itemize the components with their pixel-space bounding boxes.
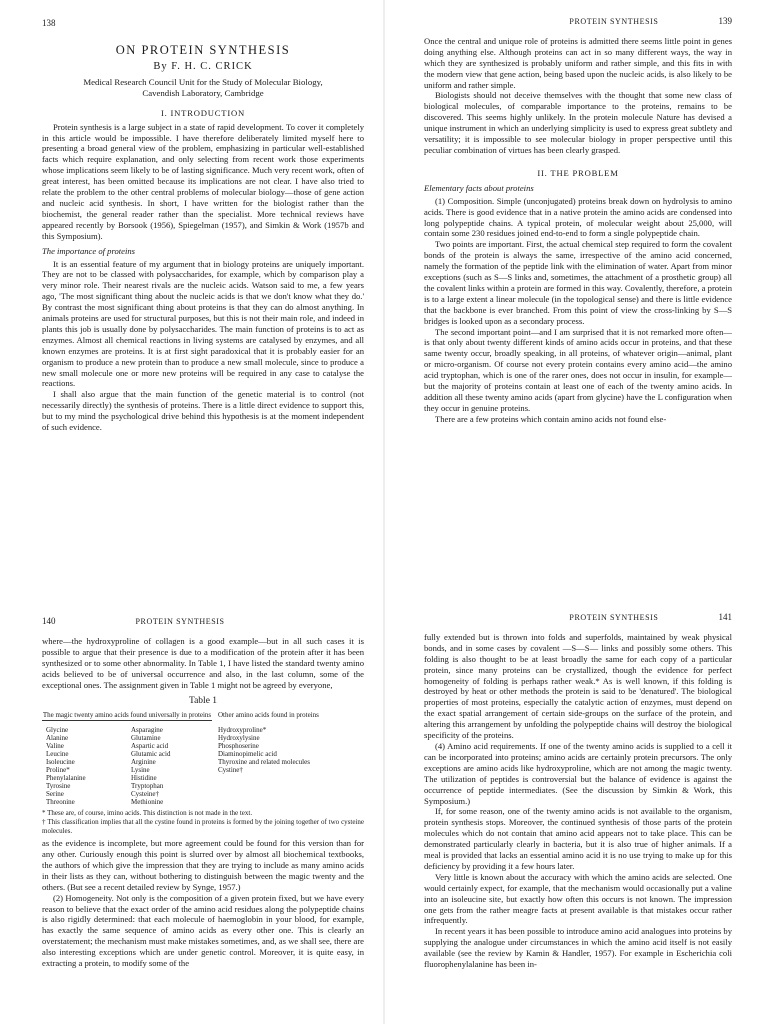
article-title: ON PROTEIN SYNTHESIS [115, 42, 291, 57]
table-header [42, 711, 364, 723]
running-head: PROTEIN SYNTHESIS [569, 17, 659, 26]
table-cell: Histidine [131, 774, 157, 783]
page-header [424, 612, 732, 624]
table-cell: Cysteine† [131, 790, 159, 799]
table-cell: Leucine [46, 750, 69, 759]
paragraph: There are a few proteins which contain amino acids not found else- [435, 413, 667, 424]
table-cell: Serine [46, 790, 64, 799]
table-cell: Cystine† [218, 766, 243, 775]
table-cell: Lysine [131, 766, 150, 775]
table-cell: Glycine [46, 726, 69, 735]
paragraph: Once the central and unique role of proteins is admitted there seems little point in genes doing anything else. Although proteins can act in so many different ways, the way in which they are synthesized is probably uniform and rather simple, and this fits in with the modern view that gene action, being based upon the nucleic acids, is also likely to be uniform and rather simple. [424, 35, 732, 90]
table-cell: Asparagine [131, 726, 163, 735]
page-number: 138 [42, 18, 56, 28]
author-line: By F. H. C. CRICK [153, 60, 253, 72]
page-141 [384, 512, 768, 1024]
table-cell: Threonine [46, 798, 75, 807]
table-cell: Alanine [46, 734, 69, 743]
paragraph: Very little is known about the accuracy with which the amino acids are selected. One would certainly expect, for example, that the mechanism would occasionally put a valine into an isoleucine site, but exactly how often this occurs is not known. The impression one gets from the rather meagre facts at present available is that mistakes occur rather infrequently. [424, 871, 732, 926]
affiliation-line: Cavendish Laboratory, Cambridge [142, 87, 264, 98]
affiliation [42, 77, 364, 99]
page-header [424, 16, 732, 28]
table-cell: Methionine [131, 798, 164, 807]
table-cell: Glutamine [131, 734, 161, 743]
table-cell: Hydroxyproline* [218, 726, 267, 735]
paragraph: fully extended but is thrown into folds and superfolds, maintained by weak physical bonds, and in some cases by covalent —S—S— links and possibly some others. This folding is also thought to be at least broadly the same for each copy of a particular protein, since many proteins can be crystallized, though the evidence for perfect homogeneity of folding is perhaps rather weak.* As is well known, if this folding is destroyed by heat or other methods the protein is said to be 'denatured'. The biological properties of most proteins, especially the catalytic action of enzymes, must depend on the exact spatial arrangement of certain side-groups on the surface of the protein, and altering this arrangement by unfolding the polypeptide chains will destroy the biological specificity of the proteins. [424, 631, 732, 741]
paragraph: The second important point—and I am surprised that it is not remarked more often—is that only about twenty different kinds of amino acids occur in proteins, and that these same twenty occur, broadly speaking, in all proteins, of whatever origin—animal, plant or micro-organism. Of course not every protein contains every amino acid—the amino acid tryptophan, which is one of the rarer ones, does not occur in insulin, for example—but the majority of proteins contain at least one of each of the twenty amino acids. In addition all these twenty amino acids (apart from glycine) have the L configuration when they occur in genuine proteins. [424, 326, 732, 413]
paragraph: where—the hydroxyproline of collagen is a good example—but in all such cases it is possible to argue that their presence is due to a modification of the protein after it has been synthesized or to some other abnormality. In Table 1, I have listed the standard twenty amino acids believed to be of universal occurrence and also, in the last column, some of the exceptional ones. The assignment given in Table 1 might not be agreed by everyone, [42, 635, 364, 690]
paragraph: Two points are important. First, the actual chemical step required to form the covalent bonds of the protein is always the same, irrespective of the amino acid concerned, namely the formation of the peptide link with the elimination of water. Apart from minor exceptions (such as S—S links and, sometimes, the attachment of a prosthetic group) all the covalent links within a protein are formed in this way. Covalently, therefore, a protein is to a large extent a linear molecule (in the topological sense) and there is little evidence that the backbone is ever branched. From this point of view the cross-linking by S—S bridges is looked upon as a secondary process. [424, 239, 732, 326]
subheading: Elementary facts about proteins [424, 182, 534, 193]
paragraph: It is an essential feature of my argument that in biology proteins are uniquely important. They are not to be classed with polysaccharides, for example, which by comparison play a very minor role. Their nearest rivals are the nucleic acids. Watson said to me, a few years ago, 'The most significant thing about the nucleic acids is that we don't know what they do.' By contrast the most significant thing about proteins is that they can do almost anything. In animals proteins are used for structural purposes, but this is not their main role, and indeed in plants this job is usually done by polysaccharides. The main function of proteins is to act as enzymes. Almost all chemical reactions in living systems are catalysed by enzymes, and all known enzymes are proteins. It is at first sight paradoxical that it is probably easier for an organism to produce a new protein than to produce a new small molecule, since to produce a new small molecule one or more new proteins will be required in any case to catalyse the reactions. [42, 258, 364, 389]
paragraph: Protein synthesis is a large subject in a state of rapid development. To cover it completely in this article would be impossible. I have therefore deliberately limited myself here to presenting a broad general view of the problem, emphasizing in particular well-established facts which require explanation, and only selecting from recent work those experiments whose implications seem likely to be of lasting significance. Much very recent work, often of great interest, has been omitted because its implications are not clear. I have also tried to relate the problem to the other central problems of molecular biology—those of gene action and nucleic acid synthesis. In short, I have written for the biologist rather than the biochemist, the general reader rather than the specialist. More technical reviews have appeared recently by Borsook (1956), Spiegelman (1957), and Simkin & Work (1957b and this Symposium). [42, 121, 364, 241]
footnote: * These are, of course, imino acids. This distinction is not made in the text. [42, 809, 253, 818]
page-138 [0, 0, 384, 512]
affiliation-line: Medical Research Council Unit for the Study of Molecular Biology, [83, 76, 323, 87]
table-cell: Isoleucine [46, 758, 75, 767]
section-heading: II. THE PROBLEM [537, 167, 619, 178]
section-heading: I. INTRODUCTION [160, 107, 246, 118]
paragraph: If, for some reason, one of the twenty amino acids is not available to the organism, protein synthesis stops. Moreover, the continued synthesis of those parts of the protein molecules which do not contain that amino acid appears not to take place. This can be demonstrated particularly clearly in bacteria, but it is also true of higher animals. If a meal is provided that lacks an essential amino acid it is no use trying to make up for this deficiency by providing it a few hours later. [424, 806, 732, 871]
running-head: PROTEIN SYNTHESIS [569, 613, 659, 622]
table-column-1 [42, 726, 131, 806]
table-right-header: Other amino acids found in proteins [218, 711, 319, 720]
paragraph: (2) Homogeneity. Not only is the composition of a given protein fixed, but we have every reason to believe that the exact order of the amino acid residues along the polypeptide chains is also rigidly determined: that each molecule of haemoglobin in your blood, for example, has exactly the same sequence of amino acids as every other one. This is clearly an overstatement; the mechanism must make mistakes sometimes, and, as we shall see, there are also interesting exceptions which are under genetic control. Moreover, it is quite easy, in extracting a protein, to modify some of the [42, 892, 364, 969]
footnote: † This classification implies that all the cystine found in proteins is formed by the joining together of two cysteine molecules. [42, 817, 364, 835]
table-cell: Glutamic acid [131, 750, 171, 759]
table-cell: Valine [46, 742, 64, 751]
page-number: 141 [718, 612, 732, 622]
table-footnotes [42, 809, 364, 835]
paragraph: Biologists should not deceive themselves with the thought that some new class of biological molecules, of comparable importance to the proteins, remains to be discovered. This seems highly unlikely. In the protein molecule Nature has devised a unique instrument in which an underlying simplicity is used to express great subtlety and versatility; it is impossible to see molecular biology in proper perspective until this peculiar combination of virtues has been clearly grasped. [424, 90, 732, 155]
table-left-header: The magic twenty amino acids found universally in proteins [42, 711, 212, 720]
running-head: PROTEIN SYNTHESIS [135, 617, 225, 626]
amino-acid-table [42, 726, 364, 806]
table-column-2 [131, 726, 212, 806]
table-title: Table 1 [188, 696, 218, 707]
table-cell: Phenylalanine [46, 774, 86, 783]
page-header [42, 18, 364, 29]
paragraph: (4) Amino acid requirements. If one of the twenty amino acids is supplied to a cell it can be incorporated into proteins; amino acids are certainly protein precursors. The only exceptions are amino acids like hydroxyproline, which are not among the magic twenty. The utilization of peptides is controversial but the balance of evidence is against the occurrence of peptide intermediates. (See the discussion by Simkin & Work, this Symposium.) [424, 740, 732, 806]
table-cell: Tyrosine [46, 782, 71, 791]
page-number: 140 [42, 616, 56, 626]
subheading: The importance of proteins [42, 245, 136, 256]
table-cell: Thyroxine and related molecules [218, 758, 310, 767]
table-column-3 [212, 726, 364, 806]
paragraph: In recent years it has been possible to introduce amino acid analogues into proteins by supplying the analogue under circumstances in which the amino acid itself is not easily available (see the review by Kamin & Handler, 1957). For example in Escherichia coli fluorophenylalanine has been in- [424, 926, 732, 970]
paragraph: I shall also argue that the main function of the genetic material is to control (not necessarily directly) the synthesis of proteins. There is a little direct evidence to support this, but to my mind the psychological drive behind this hypothesis is at the moment independent of such evidence. [42, 389, 364, 433]
table-cell: Proline* [46, 766, 70, 775]
page-139 [384, 0, 768, 512]
paragraph: (1) Composition. Simple (unconjugated) proteins break down on hydrolysis to amino acids. There is good evidence that in a native protein the amino acids are condensed into long polypeptide chains. A typical protein, of molecular weight about 25,000, will contain some 230 residues joined end-to-end to form a single polypeptide chain. [424, 195, 732, 239]
page-number: 139 [718, 16, 732, 26]
paragraph: as the evidence is incomplete, but more agreement could be found for this version than for any other. Curiously enough this point is slurred over by almost all biochemical textbooks, the authors of which give the impression that they are trying to include as many amino acids in their lists as they can, without bothering to distinguish between the magic twenty and the others. (But see a recent detailed review by Synge, 1957.) [42, 838, 364, 892]
table-cell: Arginine [131, 758, 156, 767]
table-cell: Hydroxylysine [218, 734, 260, 743]
table-cell: Aspartic acid [131, 742, 169, 751]
table-cell: Diaminopimelic acid [218, 750, 277, 759]
table-cell: Phosphoserine [218, 742, 259, 751]
page-140 [0, 512, 384, 1024]
table-cell: Tryptophan [131, 782, 164, 791]
page-header [42, 616, 364, 628]
